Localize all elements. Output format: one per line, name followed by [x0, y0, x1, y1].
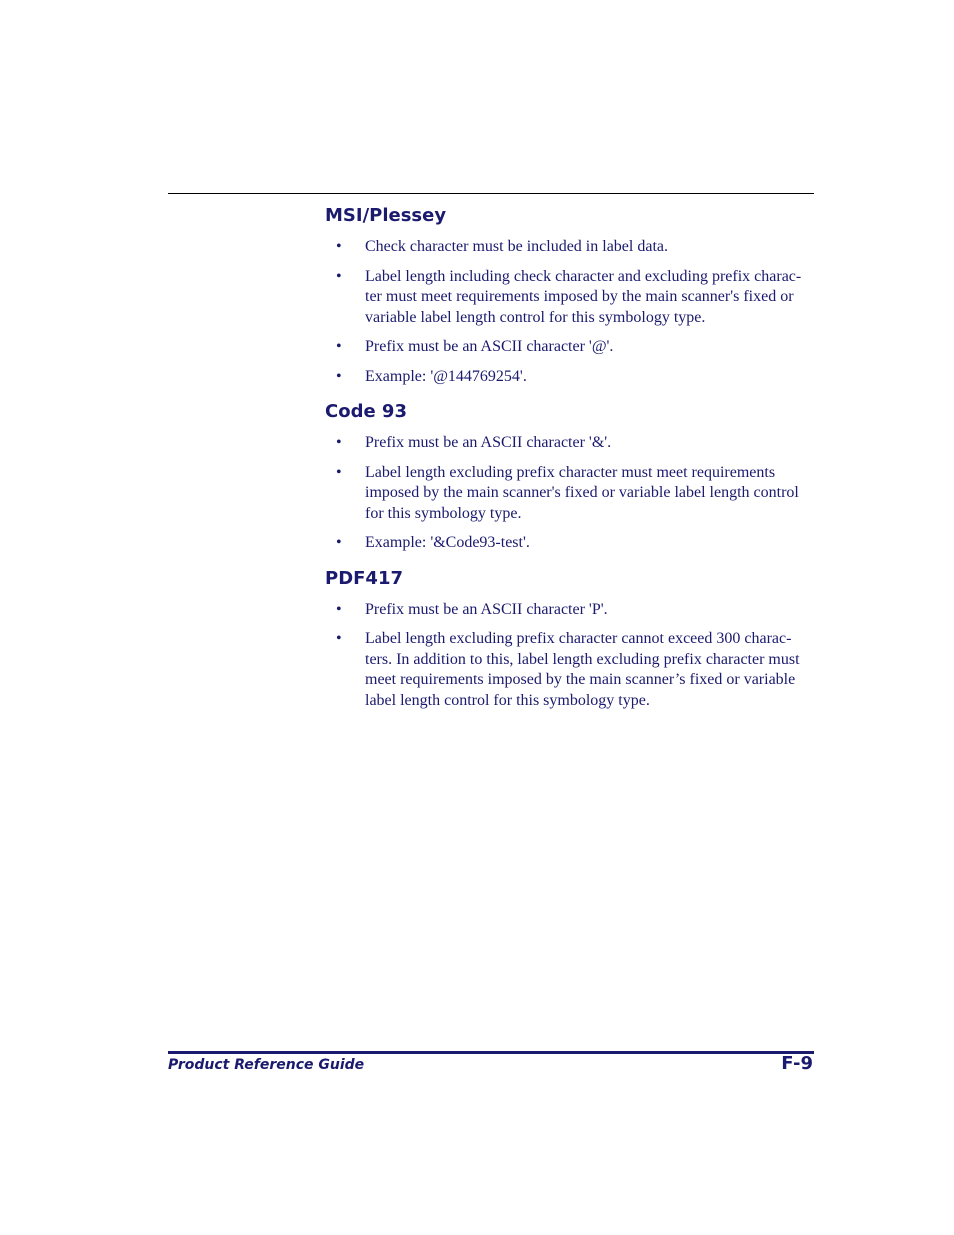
bullet-item	[325, 237, 815, 258]
bullet-list	[325, 600, 815, 712]
section-title: Code 93	[325, 401, 407, 422]
section-title: PDF417	[325, 567, 404, 589]
bullet-list	[325, 433, 815, 554]
bullet-item	[325, 533, 815, 554]
bullet-text: Label length excluding prefix character must meet requirements imposed by the main scanner's fixed or variable label length control for this symbology type.	[365, 463, 799, 522]
page-content	[325, 203, 815, 723]
section-msi-plessey	[325, 203, 815, 387]
bullet-text: Label length including check character and excluding prefix charac-ter must meet requirements imposed by the main scanner's fixed or variable label length control for this symbology type.	[365, 267, 802, 326]
bullet-icon: •	[336, 238, 342, 255]
bullet-text: Check character must be included in label data.	[365, 238, 668, 255]
bullet-icon: •	[336, 630, 342, 647]
bullet-item	[325, 267, 815, 329]
bullet-item	[325, 433, 815, 454]
page-number: F-9	[781, 1053, 813, 1074]
section-pdf417	[325, 566, 815, 712]
section-title: MSI/Plessey	[325, 205, 447, 226]
footer-rule	[168, 1051, 814, 1054]
bullet-icon: •	[336, 600, 342, 618]
bullet-text: Prefix must be an ASCII character 'P'.	[365, 600, 608, 618]
bullet-text: Example: '@144769254'.	[365, 367, 527, 385]
bullet-item	[325, 629, 815, 711]
bullet-item	[325, 463, 815, 525]
bullet-text: Prefix must be an ASCII character '&'.	[365, 434, 612, 451]
bullet-item	[325, 600, 815, 621]
bullet-icon: •	[336, 534, 342, 551]
header-rule	[168, 193, 814, 194]
footer-title: Product Reference Guide	[168, 1057, 365, 1073]
bullet-item	[325, 367, 815, 388]
bullet-icon: •	[336, 338, 342, 355]
bullet-icon: •	[336, 267, 342, 285]
bullet-item	[325, 337, 815, 358]
bullet-text: Prefix must be an ASCII character '@'.	[365, 338, 614, 355]
bullet-icon: •	[336, 367, 342, 385]
bullet-icon: •	[336, 463, 342, 481]
bullet-text: Example: '&Code93-test'.	[365, 534, 530, 551]
bullet-text: Label length excluding prefix character cannot exceed 300 charac-ters. In addition to this, label length excluding prefix character must meet requirements imposed by the main scanner’s fixed or variable label length control for this symbology type.	[365, 630, 800, 709]
section-code-93	[325, 399, 815, 554]
bullet-icon: •	[336, 434, 342, 451]
bullet-list	[325, 237, 815, 387]
